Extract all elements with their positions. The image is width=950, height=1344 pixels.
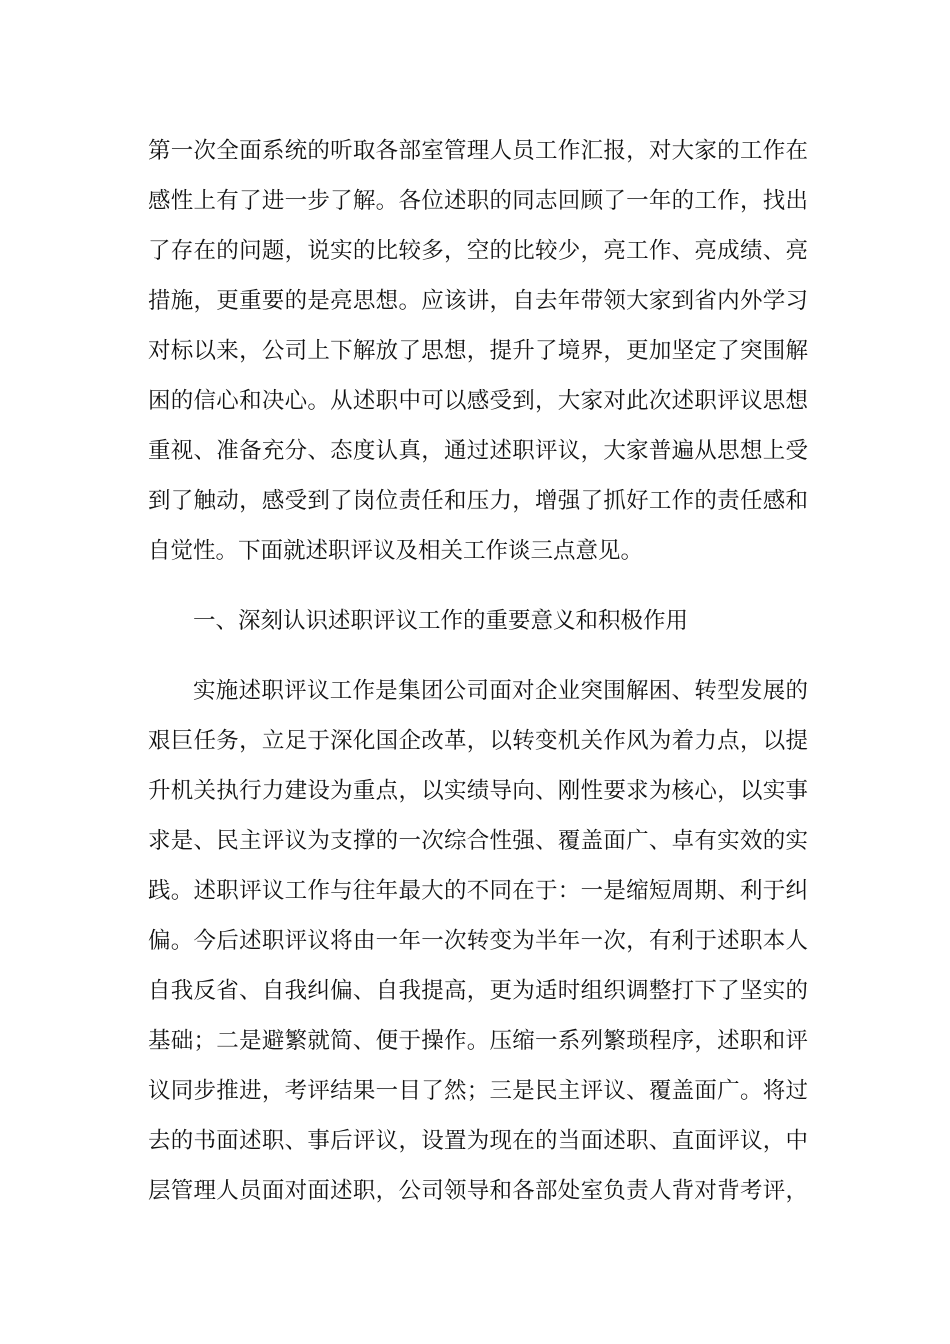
text-line: 升机关执行力建设为重点，以实绩导向、刚性要求为核心，以实事 [148, 778, 808, 804]
text-line: 第一次全面系统的听取各部室管理人员工作汇报，对大家的工作在 [148, 138, 808, 164]
text-line: 重视、准备充分、态度认真，通过述职评议，大家普遍从思想上受 [148, 438, 808, 464]
paragraph-section-1 [148, 666, 808, 1216]
text-line: 层管理人员面对面述职，公司领导和各部处室负责人背对背考评， [148, 1178, 808, 1204]
text-line: 议同步推进，考评结果一目了然；三是民主评议、覆盖面广。将过 [148, 1078, 808, 1104]
text-line: 去的书面述职、事后评议，设置为现在的当面述职、直面评议，中 [148, 1128, 808, 1154]
text-line: 偏。今后述职评议将由一年一次转变为半年一次，有利于述职本人 [148, 928, 808, 954]
text-line: 到了触动，感受到了岗位责任和压力，增强了抓好工作的责任感和 [148, 488, 808, 514]
text-line: 自我反省、自我纠偏、自我提高，更为适时组织调整打下了坚实的 [148, 978, 808, 1004]
text-line: 自觉性。下面就述职评议及相关工作谈三点意见。 [148, 538, 644, 564]
text-line: 实施述职评议工作是集团公司面对企业突围解困、转型发展的 [193, 678, 808, 704]
text-line: 艰巨任务，立足于深化国企改革，以转变机关作风为着力点，以提 [148, 728, 808, 754]
text-line: 困的信心和决心。从述职中可以感受到，大家对此次述职评议思想 [148, 388, 808, 414]
text-line: 感性上有了进一步了解。各位述职的同志回顾了一年的工作，找出 [148, 188, 808, 214]
text-line: 对标以来，公司上下解放了思想，提升了境界，更加坚定了突围解 [148, 338, 808, 364]
heading-text: 一、深刻认识述职评议工作的重要意义和积极作用 [193, 608, 689, 634]
section-heading [148, 596, 808, 646]
text-line: 措施，更重要的是亮思想。应该讲，自去年带领大家到省内外学习 [148, 288, 808, 314]
text-line: 求是、民主评议为支撑的一次综合性强、覆盖面广、卓有实效的实 [148, 828, 808, 854]
text-line: 践。述职评议工作与往年最大的不同在于：一是缩短周期、利于纠 [148, 878, 808, 904]
text-line: 基础；二是避繁就简、便于操作。压缩一系列繁琐程序，述职和评 [148, 1028, 808, 1054]
paragraph-intro [148, 126, 808, 576]
text-line: 了存在的问题，说实的比较多，空的比较少，亮工作、亮成绩、亮 [148, 238, 808, 264]
